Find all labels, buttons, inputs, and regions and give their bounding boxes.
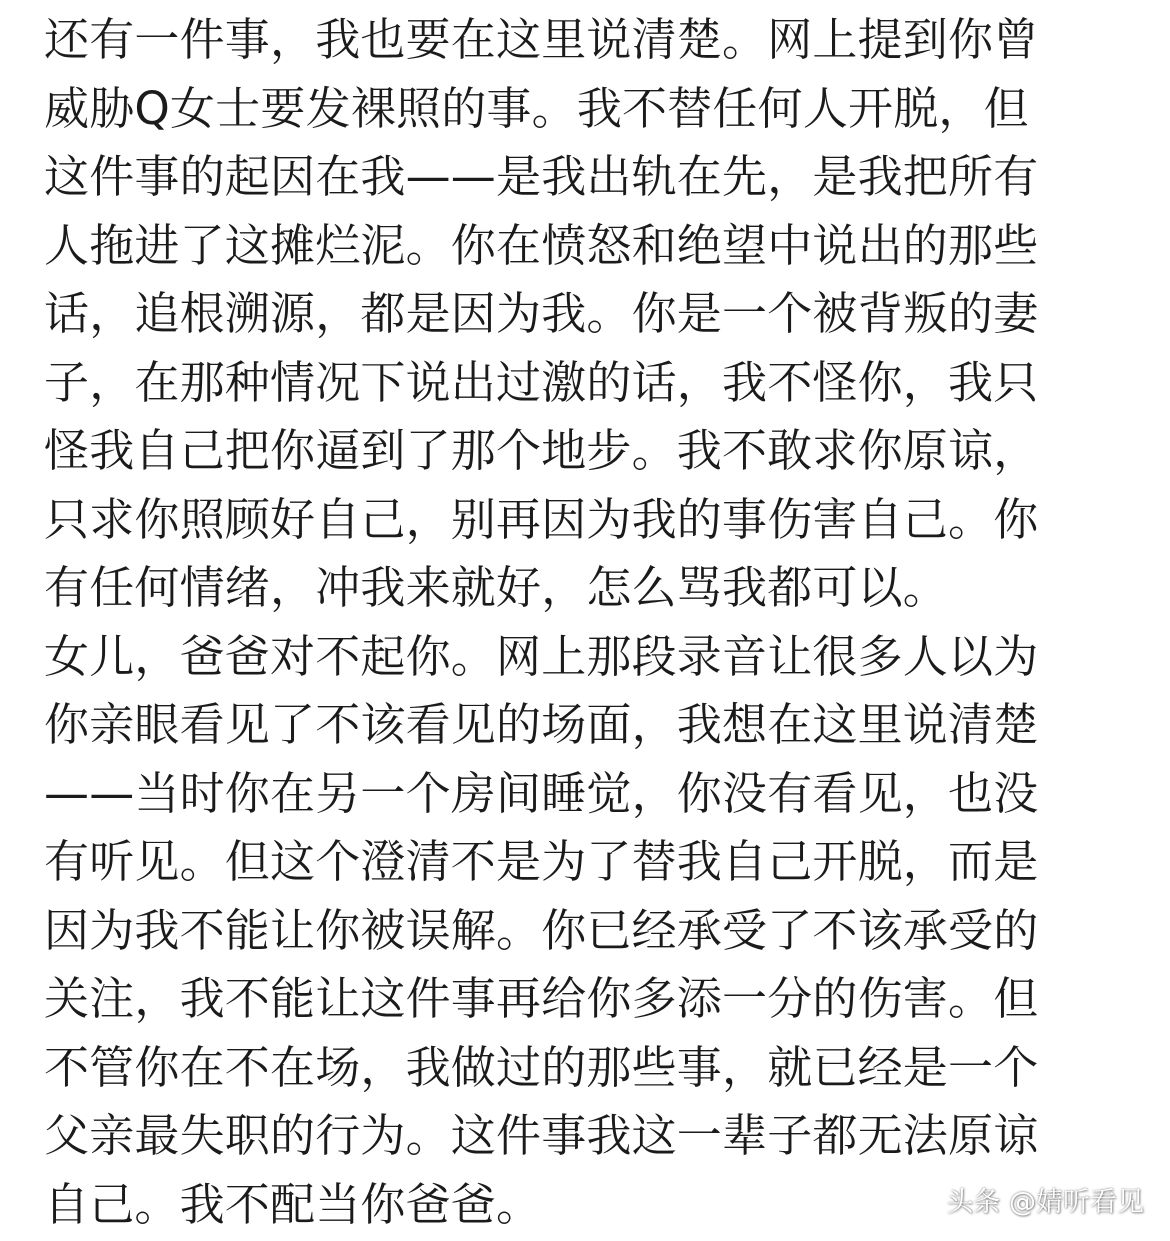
text-line: 人拖进了这摊烂泥。你在愤怒和绝望中说出的那些: [44, 218, 1039, 272]
text-line: 话，追根溯源，都是因为我。你是一个被背叛的妻: [44, 287, 1039, 340]
text-line: 威胁Q女士要发裸照的事。我不替任何人开脱，但: [44, 81, 1029, 135]
text-line: 不管你在不在场，我做过的那些事，就已经是一个: [44, 1040, 1039, 1094]
text-line: 关注，我不能让这件事再给你多添一分的伤害。但: [44, 972, 1039, 1025]
text-line: 女儿，爸爸对不起你。网上那段录音让很多人以为: [44, 629, 1039, 683]
text-line: 有任何情绪，冲我来就好，怎么骂我都可以。: [44, 561, 949, 614]
text-line: ——当时你在另一个房间睡觉，你没有看见，也没: [44, 766, 1039, 820]
body-text: [44, 6, 1134, 1239]
text-line: 还有一件事，我也要在这里说清楚。网上提到你曾: [44, 13, 1039, 66]
text-line: 这件事的起因在我——是我出轨在先，是我把所有: [44, 150, 1039, 203]
text-line: 你亲眼看见了不该看见的场面，我想在这里说清楚: [44, 698, 1039, 751]
text-line: 只求你照顾好自己，别再因为我的事伤害自己。你: [44, 492, 1039, 546]
watermark: 头条 @婧听看见: [946, 1187, 1144, 1218]
text-line: 怪我自己把你逼到了那个地步。我不敢求你原谅，: [44, 424, 1039, 477]
text-line: 自己。我不配当你爸爸。: [44, 1177, 542, 1231]
text-line: 因为我不能让你被误解。你已经承受了不该承受的: [44, 903, 1039, 957]
text-line: 子，在那种情况下说出过激的话，我不怪你，我只: [44, 355, 1039, 409]
text-line: 有听见。但这个澄清不是为了替我自己开脱，而是: [44, 835, 1039, 888]
text-line: 父亲最失职的行为。这件事我这一辈子都无法原谅: [44, 1109, 1039, 1162]
